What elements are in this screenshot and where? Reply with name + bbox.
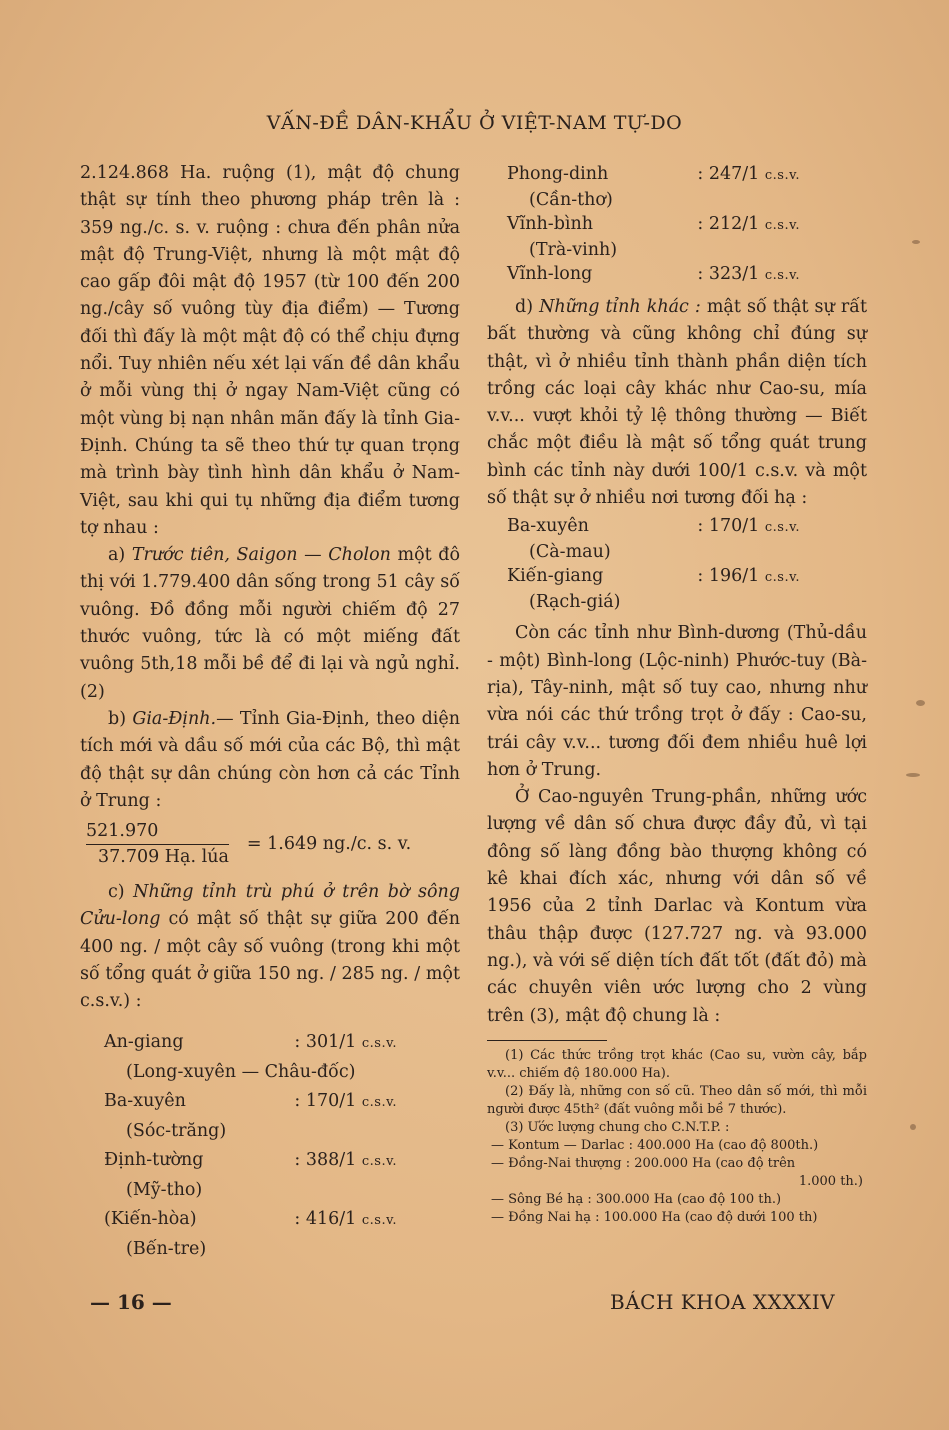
- intro-paragraph: 2.124.868 Ha. ruộng (1), mật độ chung thật sự tính theo phương pháp trên là : 359 ng./c. s. v. ruộng : chưa đến phân nửa mật độ Trung-Việt, nhưng là một mật độ cao gấp đôi mật độ 1957 (từ 100 đến 200 ng./cây số vuông tùy địa điểm) — Tương đối thì đấy là một mật độ có thể chịu đựng nổi. Tuy nhiên nếu xét lại vấn đề dân khẩu ở mỗi vùng thị ở ngay Nam-Việt cũng có một vùng bị nạn nhân mãn đấy là tỉnh Gia-Định. Chúng ta sẽ theo thứ tự quan trọng mà trình bày tình hình dân khẩu ở Nam-Việt, sau khi qui tụ những địa điểm tương tợ nhau :: [80, 163, 460, 538]
- table-row: An-giang : 301/1 c.s.v.: [104, 1031, 398, 1052]
- section-b: b) Gia-Định.— Tỉnh Gia-Định, theo diện tích mới và dầu số mới của các Bộ, thì mật độ thật sự dân chúng còn hơn cả các Tỉnh ở Trung :: [80, 708, 461, 811]
- footnote-1: (1) Các thức trồng trọt khác (Cao su, vườn cây, bắp v.v... chiếm độ 180.000 Ha).: [487, 1047, 867, 1081]
- table-row: (Rạch-giá): [529, 592, 621, 613]
- footnote-3: (3) Ước lượng chung cho C.N.T.P. :: [505, 1119, 730, 1135]
- table-row: Ba-xuyên : 170/1 c.s.v.: [507, 516, 801, 537]
- density-fraction: [86, 819, 460, 869]
- section-c: c) Những tỉnh trù phú ở trên bờ sông Cửu-long có mật số thật sự giữa 200 đến 400 ng. / một cây số vuông (trong khi một số tổng quát ở giữa 150 ng. / 285 ng. / một c.s.v.) :: [80, 882, 460, 1012]
- table-row: (Cà-mau): [529, 542, 611, 563]
- section-a-heading: Trước tiên, Saigon — Cholon: [131, 545, 391, 566]
- running-header: VẤN-ĐỀ DÂN-KHẨU Ở VIỆT-NAM TỰ-DO: [266, 112, 683, 134]
- page-number: — 16 —: [90, 1290, 172, 1314]
- section-b-heading: Gia-Định.: [132, 708, 217, 729]
- table-row: Vĩnh-long : 323/1 c.s.v.: [507, 264, 801, 284]
- paper-speck: [916, 700, 925, 706]
- province-table-right-top: [507, 162, 847, 288]
- paragraph-other-provinces: Còn các tỉnh như Bình-dương (Thủ-dầu - một) Bình-long (Lộc-ninh) Phước-tuy (Bà-rịa), Tây-ninh, mật số tuy cao, nhưng như vừa nói các thứ trồng trọt ở đấy : Cao-su, trái cây v.v... tương đối đem nhiều huê lợi hơn ở Trung.: [487, 623, 867, 780]
- table-row: (Kiến-hòa) : 416/1 c.s.v.: [104, 1208, 398, 1229]
- list-item: — Sông Bé hạ : 300.000 Ha (cao độ 100 th.): [491, 1191, 782, 1207]
- footnote-divider: [487, 1040, 607, 1041]
- section-a: a) Trước tiên, Saigon — Cholon một đô thị với 1.779.400 dân sống trong 51 cây số vuông. Đồ đồng mỗi người chiếm độ 27 thước vuông, tức là có một miếng đất vuông 5th,18 mỗi bề để đi lại và ngủ nghỉ. (2): [80, 545, 461, 702]
- magazine-title: BÁCH KHOA XXXXIV: [610, 1290, 836, 1314]
- province-table-left: [104, 1028, 444, 1264]
- paragraph-highlands: Ở Cao-nguyên Trung-phần, những ước lượng về dân số chưa được đầy đủ, vì tại đông số làng đồng bào thượng không có kê khai đích xác, nhưng với dân số về 1956 của 2 tỉnh Darlac và Kontum vừa thâu thập được (127.727 ng. và 93.000 ng.), và với sế diện tích đất tốt (đất đỏ) mà các chuyên viên ước lượng cho 2 vùng trên (3), mật độ chung là :: [487, 787, 867, 1026]
- right-column: [487, 160, 867, 1227]
- table-row: Định-tường : 388/1 c.s.v.: [104, 1149, 398, 1170]
- fraction-numerator: 521.970: [86, 819, 229, 845]
- table-row: (Bến-tre): [126, 1238, 207, 1259]
- paper-speck: [912, 240, 920, 244]
- table-row: (Cần-thơ): [529, 190, 613, 210]
- table-row: (Long-xuyên — Châu-đốc): [126, 1061, 356, 1082]
- list-item: — Đồng-Nai thượng : 200.000 Ha (cao độ trên: [491, 1155, 796, 1171]
- paper-speck: [906, 773, 920, 777]
- province-table-right-mid: [507, 514, 847, 614]
- table-row: (Sóc-trăng): [126, 1120, 227, 1141]
- list-item: — Kontum — Darlac : 400.000 Ha (cao độ 800th.): [491, 1137, 819, 1153]
- fraction-denominator: 37.709 Hạ. lúa: [98, 847, 229, 868]
- footnote-3-list: [491, 1137, 867, 1227]
- table-row: (Mỹ-tho): [126, 1179, 203, 1200]
- section-d: d) Những tỉnh khác : mật số thật sự rất bất thường và cũng không chỉ đúng sự thật, vì ở nhiều tỉnh thành phần diện tích trồng các loại cây khác như Cao-su, mía v.v... vượt khỏi tỷ lệ thông thường — Biết chắc một điều là mật số tổng quát trung bình các tỉnh này dưới 100/1 c.s.v. và một số thật sự ở nhiều nơi tương đối hạ :: [487, 297, 867, 509]
- table-row: Ba-xuyên : 170/1 c.s.v.: [104, 1090, 398, 1111]
- fraction-result: = 1.649 ng./c. s. v.: [246, 834, 412, 855]
- list-item: 1.000 th.): [798, 1173, 863, 1189]
- left-column: [80, 160, 460, 1264]
- footnote-2: (2) Đấy là, những con số cũ. Theo dân số mới, thì mỗi người được 45th² (đất vuông mỗi bề 7 thước).: [487, 1083, 867, 1117]
- table-row: Kiến-giang : 196/1 c.s.v.: [507, 566, 801, 587]
- table-row: (Trà-vinh): [529, 240, 618, 260]
- table-row: Phong-dinh : 247/1 c.s.v.: [507, 164, 801, 184]
- section-d-heading: Những tỉnh khác :: [539, 297, 701, 317]
- list-item: — Đồng Nai hạ : 100.000 Ha (cao độ dưới 100 th): [491, 1209, 818, 1225]
- table-row: Vĩnh-bình : 212/1 c.s.v.: [507, 214, 801, 234]
- paper-speck: [910, 1124, 916, 1130]
- section-c-heading: Những tỉnh trù phú ở trên bờ sông Cửu-long: [80, 882, 460, 930]
